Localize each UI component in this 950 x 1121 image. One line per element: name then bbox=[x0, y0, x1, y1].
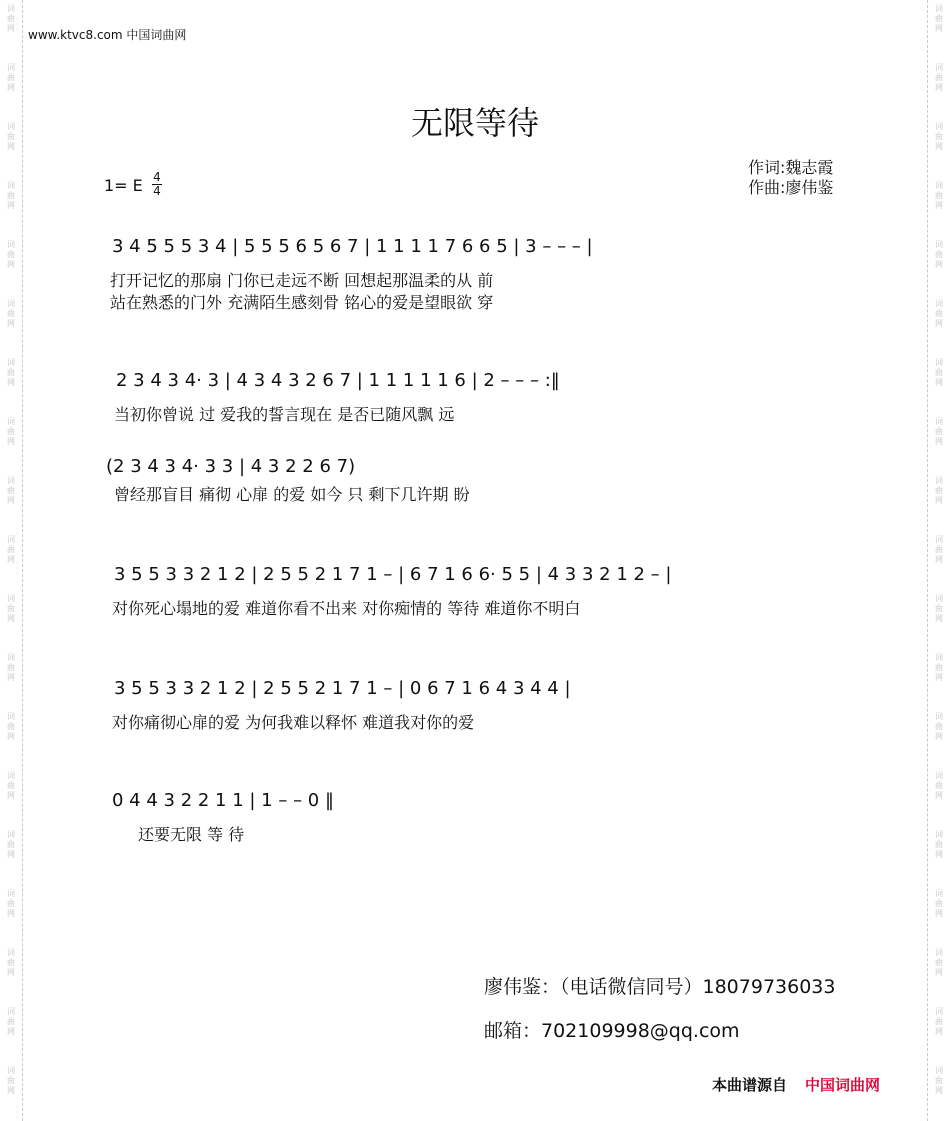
watermark-glyphs: 词 曲 网 bbox=[7, 889, 15, 918]
watermark-glyphs: 词 曲 网 bbox=[935, 1066, 943, 1095]
song-title: 无限等待 bbox=[410, 104, 539, 142]
watermark-glyphs: 词 曲 网 bbox=[935, 889, 943, 918]
watermark-glyphs: 词 曲 网 bbox=[7, 299, 15, 328]
watermark-glyphs: 词 曲 网 bbox=[7, 122, 15, 151]
contact-phone: 廖伟鉴：（电话微信同号）18079736033 bbox=[484, 976, 836, 998]
score-line-1-lyrics-b: 站在熟悉的门外 充满陌生感刻骨 铭心的爱是望眼欲 穿 bbox=[110, 293, 494, 312]
watermark-glyphs: 词 曲 网 bbox=[935, 653, 943, 682]
watermark-glyphs: 词 曲 网 bbox=[935, 122, 943, 151]
score-line-5-lyrics: 对你痛彻心扉的爱 为何我难以释怀 难道我对你的爱 bbox=[112, 713, 475, 732]
score-line-3-notes: (2 3 4 3 4· 3 3 | 4 3 2 2 6 7) bbox=[106, 456, 356, 477]
watermark-glyphs: 词 曲 网 bbox=[935, 712, 943, 741]
score-line-6-lyrics: 还要无限 等 待 bbox=[138, 825, 245, 844]
time-signature bbox=[152, 171, 162, 198]
score-line-2-notes: 2 3 4 3 4· 3 | 4 3 4 3 2 6 7 | 1 1 1 1 1 6 | 2 – – – :‖ bbox=[116, 370, 560, 391]
watermark-glyphs: 词 曲 网 bbox=[935, 240, 943, 269]
lyricist-credit: 作词:魏志霞 bbox=[748, 158, 834, 177]
time-top: 4 bbox=[153, 170, 161, 184]
watermark-glyphs: 词 曲 网 bbox=[7, 830, 15, 859]
right-watermark-strip bbox=[927, 0, 950, 1121]
watermark-glyphs: 词 曲 网 bbox=[7, 771, 15, 800]
watermark-glyphs: 词 曲 网 bbox=[7, 417, 15, 446]
watermark-glyphs: 词 曲 网 bbox=[935, 476, 943, 505]
contact-email: 邮箱：702109998@qq.com bbox=[484, 1020, 740, 1042]
score-line-2-lyrics: 当初你曾说 过 爱我的誓言现在 是否已随风飘 远 bbox=[114, 405, 455, 424]
score-line-1-notes: 3 4 5 5 5 3 4 | 5 5 5 6 5 6 7 | 1 1 1 1 7 6 6 5 | 3 – – – | bbox=[112, 236, 593, 257]
watermark-glyphs: 词 曲 网 bbox=[935, 594, 943, 623]
score-line-5-notes: 3 5 5 3 3 2 1 2 | 2 5 5 2 1 7 1 – | 0 6 7 1 6 4 3 4 4 | bbox=[114, 678, 571, 699]
watermark-glyphs: 词 曲 网 bbox=[7, 653, 15, 682]
watermark-glyphs: 词 曲 网 bbox=[7, 4, 15, 33]
watermark-glyphs: 词 曲 网 bbox=[935, 4, 943, 33]
watermark-glyphs: 词 曲 网 bbox=[935, 771, 943, 800]
watermark-glyphs: 词 曲 网 bbox=[7, 476, 15, 505]
score-line-4-notes: 3 5 5 3 3 2 1 2 | 2 5 5 2 1 7 1 – | 6 7 1 6 6· 5 5 | 4 3 3 2 1 2 – | bbox=[114, 564, 672, 585]
score-line-4-lyrics: 对你死心塌地的爱 难道你看不出来 对你痴情的 等待 难道你不明白 bbox=[112, 599, 581, 618]
composer-credit: 作曲:廖伟鉴 bbox=[748, 178, 834, 197]
watermark-glyphs: 词 曲 网 bbox=[7, 1066, 15, 1095]
watermark-glyphs: 词 曲 网 bbox=[935, 948, 943, 977]
score-line-1-lyrics-a: 打开记忆的那扇 门你已走远不断 回想起那温柔的从 前 bbox=[110, 271, 494, 290]
watermark-glyphs: 词 曲 网 bbox=[7, 535, 15, 564]
watermark-glyphs: 词 曲 网 bbox=[7, 1007, 15, 1036]
watermark-glyphs: 词 曲 网 bbox=[935, 181, 943, 210]
watermark-glyphs: 词 曲 网 bbox=[935, 358, 943, 387]
key-signature: 1= E bbox=[104, 176, 143, 195]
watermark-glyphs: 词 曲 网 bbox=[935, 1007, 943, 1036]
source-site: 中国词曲网 bbox=[805, 1076, 881, 1094]
score-line-3-lyrics: 曾经那盲目 痛彻 心扉 的爱 如今 只 剩下几许期 盼 bbox=[114, 485, 470, 504]
source-label: 本曲谱源自 bbox=[712, 1076, 788, 1094]
left-watermark-strip bbox=[0, 0, 23, 1121]
watermark-glyphs: 词 曲 网 bbox=[935, 535, 943, 564]
watermark-glyphs: 词 曲 网 bbox=[7, 358, 15, 387]
watermark-glyphs: 词 曲 网 bbox=[7, 594, 15, 623]
source-footer bbox=[712, 1074, 880, 1095]
site-header: www.ktvc8.com 中国词曲网 bbox=[28, 28, 187, 42]
credits bbox=[748, 158, 833, 198]
watermark-glyphs: 词 曲 网 bbox=[7, 948, 15, 977]
watermark-glyphs: 词 曲 网 bbox=[935, 63, 943, 92]
watermark-glyphs: 词 曲 网 bbox=[935, 417, 943, 446]
watermark-glyphs: 词 曲 网 bbox=[935, 299, 943, 328]
watermark-glyphs: 词 曲 网 bbox=[7, 181, 15, 210]
watermark-glyphs: 词 曲 网 bbox=[7, 63, 15, 92]
score-line-6-notes: 0 4 4 3 2 2 1 1 | 1 – – 0 ‖ bbox=[112, 790, 334, 811]
watermark-glyphs: 词 曲 网 bbox=[7, 240, 15, 269]
watermark-glyphs: 词 曲 网 bbox=[7, 712, 15, 741]
time-bottom: 4 bbox=[153, 184, 161, 198]
watermark-glyphs: 词 曲 网 bbox=[935, 830, 943, 859]
